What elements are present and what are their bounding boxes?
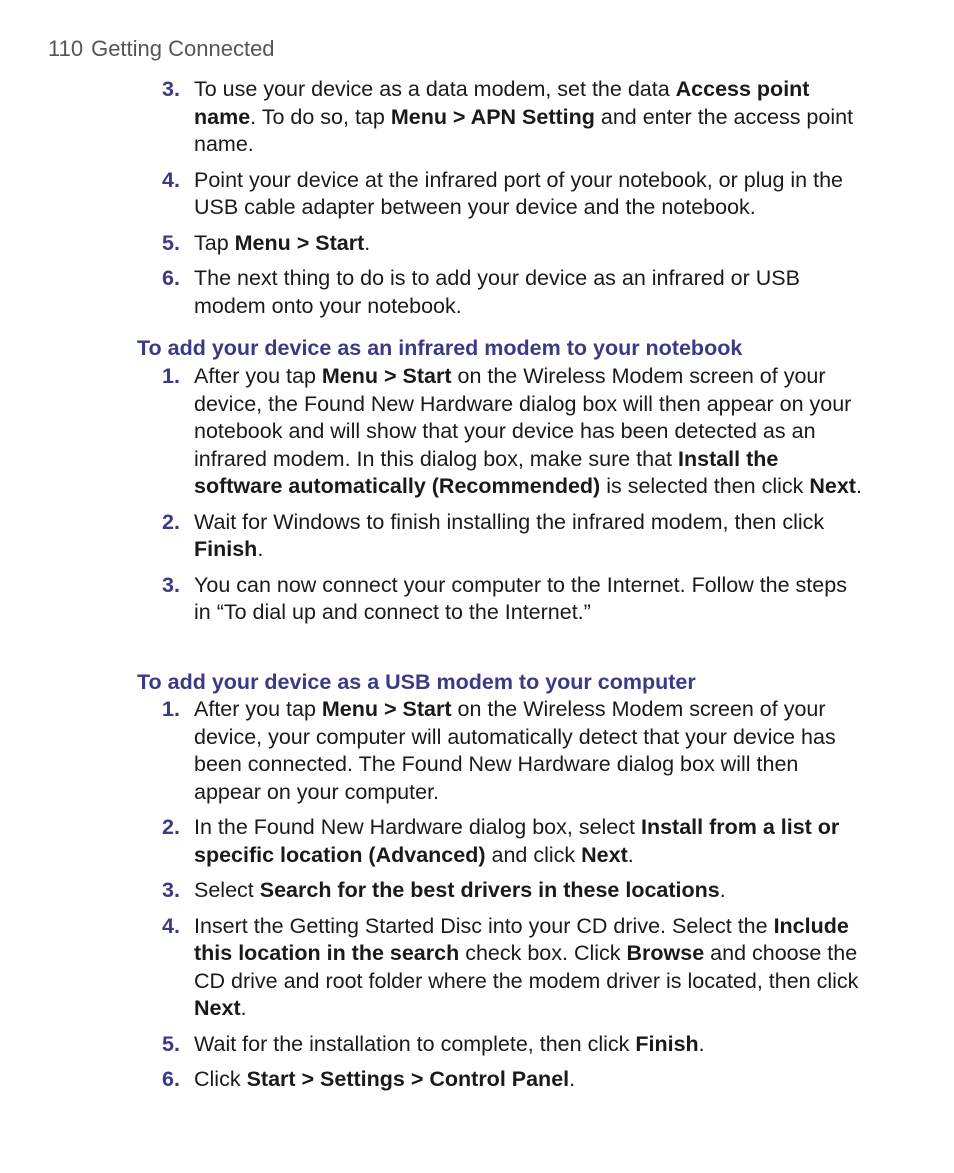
list-item: [0, 572, 954, 627]
step-text: .: [257, 537, 264, 561]
section-heading-infrared: To add your device as an infrared modem to your notebook: [137, 336, 743, 360]
step-number: 1.: [162, 697, 180, 721]
step-text: check box. Click: [459, 941, 627, 965]
list-item: [0, 167, 954, 222]
step-text: Click: [194, 1067, 247, 1091]
page-header: [48, 36, 275, 62]
step-number: 5.: [162, 1031, 180, 1056]
bold-term: Menu > APN Setting: [390, 104, 595, 129]
step-text: .: [719, 878, 726, 902]
chapter-title: Getting Connected: [91, 36, 275, 61]
step-text: . To do so, tap: [250, 104, 391, 129]
bold-term: Next: [194, 996, 241, 1020]
step-number: 6.: [162, 266, 180, 290]
step-number: 2.: [162, 509, 180, 534]
steps-list-top: [0, 76, 954, 328]
bold-term: Menu > Start: [234, 230, 365, 255]
bold-term: Browse: [626, 941, 705, 965]
step-text: .: [569, 1067, 576, 1091]
page-number: 110: [48, 36, 84, 61]
step-number: 3.: [162, 878, 180, 902]
list-item: [0, 363, 954, 501]
step-text: and enter the access point name.: [194, 104, 854, 156]
step-text: is selected then click: [600, 474, 810, 498]
step-text: Wait for the installation to complete, then click: [194, 1031, 636, 1056]
step-text: The next thing to do is to add your device as an infrared or USB modem onto your notebook.: [194, 266, 800, 318]
list-item: [0, 913, 954, 1023]
list-item: [0, 696, 954, 806]
step-text: Tap: [194, 230, 235, 255]
step-text: on the Wireless Modem screen of your device, the Found New Hardware dialog box will then appear on your notebook and will show that your device has been detected as an infrared modem. In this dialog box, make sure that: [194, 364, 852, 471]
step-text: After you tap: [194, 697, 322, 721]
bold-term: Install from a list or specific location (Advanced): [194, 815, 840, 867]
step-text: Select: [194, 878, 260, 902]
list-item: [0, 1066, 954, 1094]
step-text: and click: [485, 842, 582, 867]
step-text: on the Wireless Modem screen of your device, your computer will automatically detect that your device has been connected. The Found New Hardware dialog box will then appear on your computer.: [194, 697, 836, 804]
list-item: [0, 877, 954, 905]
bold-term: Next: [809, 474, 856, 498]
bold-term: Finish: [635, 1031, 699, 1056]
steps-list-infrared: [0, 363, 954, 635]
step-number: 1.: [162, 364, 180, 388]
step-text: Insert the Getting Started Disc into your CD drive. Select the: [194, 913, 774, 938]
step-text: .: [240, 996, 247, 1020]
step-number: 3.: [162, 572, 180, 597]
step-text: .: [627, 842, 634, 867]
bold-term: Menu > Start: [321, 697, 452, 721]
step-text: In the Found New Hardware dialog box, select: [194, 815, 641, 839]
bold-term: Install the software automatically (Recommended): [194, 446, 779, 498]
bold-term: Menu > Start: [321, 364, 452, 388]
bold-term: Include this location in the search: [194, 913, 849, 965]
step-number: 3.: [162, 77, 180, 101]
step-text: and choose the CD drive and root folder where the modem driver is located, then click: [194, 941, 859, 993]
step-text: Wait for Windows to finish installing the infrared modem, then click: [194, 509, 825, 534]
step-number: 6.: [162, 1067, 180, 1091]
bold-term: Finish: [194, 537, 258, 561]
step-number: 4.: [162, 167, 180, 192]
bold-term: Search for the best drivers in these locations: [259, 878, 720, 902]
list-item: [0, 509, 954, 564]
step-text: .: [855, 474, 862, 498]
step-text: After you tap: [194, 364, 322, 388]
step-text: You can now connect your computer to the Internet. Follow the steps in “To dial up and connect to the Internet.”: [194, 572, 847, 624]
step-text: To use your device as a data modem, set the data: [194, 77, 676, 101]
bold-term: Start > Settings > Control Panel: [246, 1067, 570, 1091]
bold-term: Access point name: [194, 77, 810, 129]
step-number: 4.: [162, 913, 180, 938]
list-item: [0, 1031, 954, 1059]
section-heading-usb: To add your device as a USB modem to your computer: [137, 670, 696, 694]
bold-term: Next: [581, 842, 628, 867]
step-text: .: [698, 1031, 705, 1056]
list-item: [0, 76, 954, 159]
steps-list-usb: [0, 696, 954, 1102]
list-item: [0, 230, 954, 258]
list-item: [0, 265, 954, 320]
step-number: 5.: [162, 230, 180, 255]
step-number: 2.: [162, 815, 180, 839]
step-text: .: [364, 230, 371, 255]
step-text: Point your device at the infrared port of your notebook, or plug in the USB cable adapter between your device and the notebook.: [194, 167, 843, 219]
list-item: [0, 814, 954, 869]
